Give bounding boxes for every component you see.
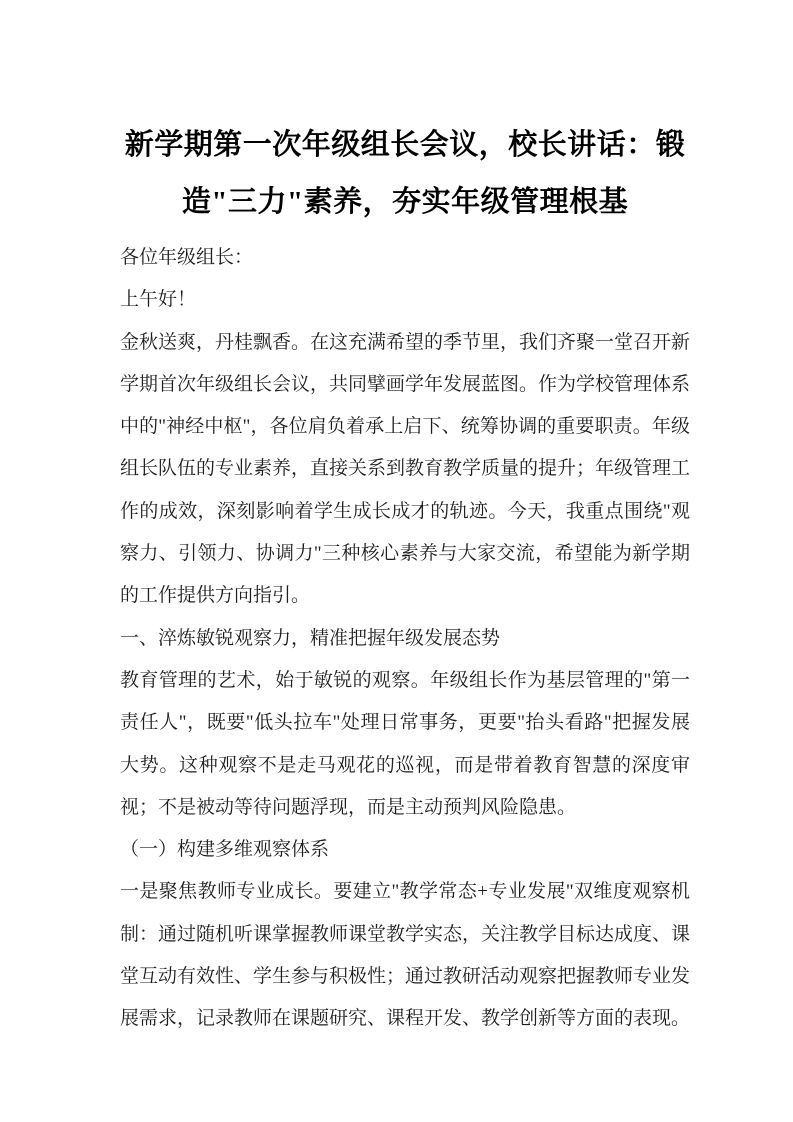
- paragraph: 各位年级组长：: [120, 247, 254, 268]
- paragraph: 一是聚焦教师专业成长。要建立"教学常态+专业发展"双维度观察机制：通过随机听课掌握教师课堂教学实态，关注教学目标达成度、课堂互动有效性、学生参与积极性；通过教研活动观察把握教师专业发展需求，记录教师在课题研究、课程开发、教学创新等方面的表现。: [120, 881, 691, 1030]
- document-body: [120, 237, 690, 1041]
- document-content: [120, 117, 690, 1041]
- paragraph: 教育管理的艺术，始于敏锐的观察。年级组长作为基层管理的"第一责任人"，既要"低头拉车"处理日常事务，更要"抬头看路"把握发展大势。这种观察不是走马观花的巡视，而是带着教育智慧的深度审视；不是被动等待问题浮现，而是主动预判风险隐患。: [120, 669, 690, 818]
- section-heading: 一、淬炼敏锐观察力，精准把握年级发展态势: [120, 627, 501, 649]
- paragraph: 上午好！: [120, 289, 197, 311]
- section-heading: （一）构建多维观察体系: [120, 839, 330, 861]
- document-title: 新学期第一次年级组长会议，校长讲话：锻造"三力"素养，夯实年级管理根基: [124, 129, 686, 218]
- paragraph: 金秋送爽，丹桂飘香。在这充满希望的季节里，我们齐聚一堂召开新学期首次年级组长会议，共同擘画学年发展蓝图。作为学校管理体系中的"神经中枢"，各位肩负着承上启下、统筹协调的重要职责。年级组长队伍的专业素养，直接关系到教育教学质量的提升；年级管理工作的成效，深刻影响着学生成长成才的轨迹。今天，我重点围绕"观察力、引领力、协调力"三种核心素养与大家交流，希望能为新学期的工作提供方向指引。: [120, 331, 691, 607]
